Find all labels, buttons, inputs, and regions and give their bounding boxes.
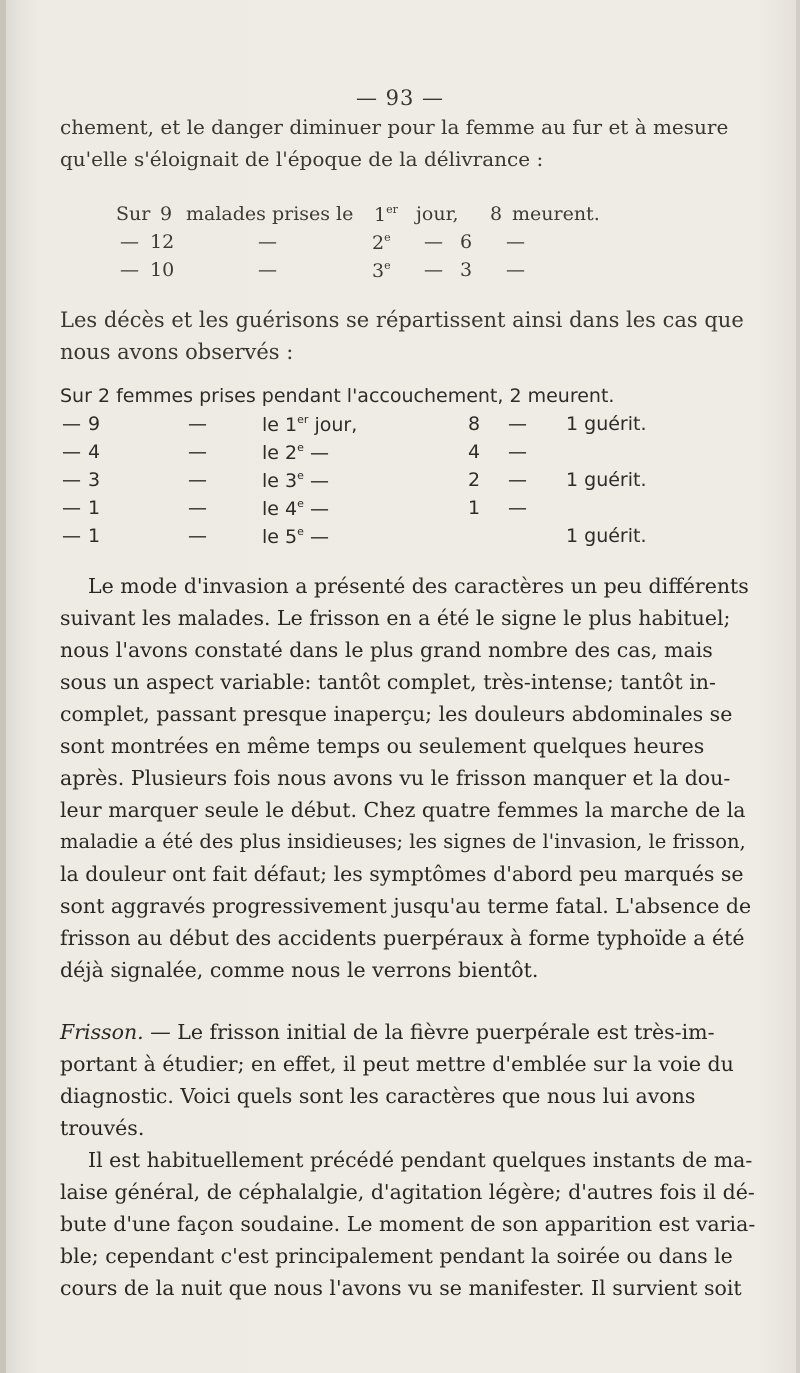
t1-row-count: 10 xyxy=(150,259,175,281)
t2-deaths: 4 xyxy=(468,441,481,463)
t2-dash: — xyxy=(508,497,527,519)
t1-row-tail: — xyxy=(506,259,525,281)
para3-line: sont montrées en même temps ou seulement quelques heures xyxy=(60,734,705,758)
para3-line: sous un aspect variable: tantôt complet, très-intense; tantôt in- xyxy=(60,670,716,694)
para5-line: bute d'une façon soudaine. Le moment de son apparition est varia- xyxy=(60,1212,756,1236)
t2-day: le 3e — xyxy=(262,469,329,492)
t2-deaths: 2 xyxy=(468,469,481,491)
t1-row-tail: — xyxy=(506,231,525,253)
t1-row-day: 2e xyxy=(372,231,391,254)
t2-count: 4 xyxy=(88,441,101,463)
para3-line: maladie a été des plus insidieuses; les signes de l'invasion, le frisson, xyxy=(60,830,746,853)
page-edge xyxy=(796,0,800,1373)
t2-dash: — xyxy=(188,469,207,491)
t1-row-text2: jour, xyxy=(416,203,459,225)
t2-count: 9 xyxy=(88,413,101,435)
page-number: — 93 — xyxy=(355,86,445,110)
t1-row-count: 9 xyxy=(160,203,173,225)
t2-dash: — xyxy=(62,441,81,463)
t1-row-deaths: 6 xyxy=(460,231,473,253)
intro-line-1: chement, et le danger diminuer pour la femme au fur et à mesure xyxy=(60,115,729,139)
t2-deaths: 1 xyxy=(468,497,481,519)
para2-line-1: Les décès et les guérisons se répartissent ainsi dans les cas que xyxy=(60,308,744,332)
t2-count: 3 xyxy=(88,469,101,491)
t2-header: Sur 2 femmes prises pendant l'accouchement, 2 meurent. xyxy=(60,385,615,407)
t2-dash: — xyxy=(188,525,207,547)
t1-row-lead: Sur xyxy=(116,203,151,225)
para3-line: la douleur ont fait défaut; les symptômes d'abord peu marqués se xyxy=(60,862,744,886)
para3-line: leur marquer seule le début. Chez quatre femmes la marche de la xyxy=(60,798,746,822)
page-spine-shadow xyxy=(0,0,6,1373)
t1-row-text2: — xyxy=(424,231,443,253)
para3-line: Le mode d'invasion a présenté des caractères un peu différents xyxy=(88,574,749,598)
t2-dash: — xyxy=(62,469,81,491)
t1-row-deaths: 8 xyxy=(490,203,503,225)
t2-dash: — xyxy=(508,441,527,463)
t2-cured: 1 guérit. xyxy=(566,469,647,491)
para3-line: après. Plusieurs fois nous avons vu le frisson manquer et la dou- xyxy=(60,766,731,790)
section-heading: Frisson. xyxy=(60,1020,144,1044)
t1-row-text1: — xyxy=(258,231,277,253)
t1-row-count: 12 xyxy=(150,231,175,253)
para5-line: Il est habituellement précédé pendant quelques instants de ma- xyxy=(88,1148,753,1172)
t2-dash: — xyxy=(508,469,527,491)
t2-day: le 4e — xyxy=(262,497,329,520)
para4-line: diagnostic. Voici quels sont les caractères que nous lui avons xyxy=(60,1084,696,1108)
para3-line: complet, passant presque inaperçu; les douleurs abdominales se xyxy=(60,702,733,726)
t2-day: le 2e — xyxy=(262,441,329,464)
t2-dash: — xyxy=(188,497,207,519)
para3-line: déjà signalée, comme nous le verrons bientôt. xyxy=(60,958,539,982)
t2-day: le 5e — xyxy=(262,525,329,548)
para5-line: cours de la nuit que nous l'avons vu se manifester. Il survient soit xyxy=(60,1276,742,1300)
t2-dash: — xyxy=(62,413,81,435)
intro-line-2: qu'elle s'éloignait de l'époque de la délivrance : xyxy=(60,147,544,171)
para5-line: laise général, de céphalalgie, d'agitation légère; d'autres fois il dé- xyxy=(60,1180,755,1204)
t1-row-deaths: 3 xyxy=(460,259,473,281)
para2-line-2: nous avons observés : xyxy=(60,340,294,364)
t1-row-text2: — xyxy=(424,259,443,281)
t2-dash: — xyxy=(188,413,207,435)
para5-line: ble; cependant c'est principalement pendant la soirée ou dans le xyxy=(60,1244,733,1268)
para4-line: trouvés. xyxy=(60,1116,145,1140)
t1-row-tail: meurent. xyxy=(512,203,600,225)
t2-cured: 1 guérit. xyxy=(566,413,647,435)
para3-line: nous l'avons constaté dans le plus grand nombre des cas, mais xyxy=(60,638,713,662)
t1-row-lead: — xyxy=(120,231,139,253)
para3-line: frisson au début des accidents puerpéraux à forme typhoïde a été xyxy=(60,926,745,950)
t2-count: 1 xyxy=(88,525,101,547)
t2-dash: — xyxy=(188,441,207,463)
t2-day: le 1er jour, xyxy=(262,413,358,436)
t1-row-lead: — xyxy=(120,259,139,281)
t1-row-day: 1er xyxy=(374,203,398,226)
t1-row-day: 3e xyxy=(372,259,391,282)
t2-deaths: 8 xyxy=(468,413,481,435)
t2-count: 1 xyxy=(88,497,101,519)
t2-dash: — xyxy=(508,413,527,435)
para3-line: suivant les malades. Le frisson en a été le signe le plus habituel; xyxy=(60,606,731,630)
t1-row-text1: malades prises le xyxy=(186,203,354,225)
para3-line: sont aggravés progressivement jusqu'au terme fatal. L'absence de xyxy=(60,894,752,918)
t1-row-text1: — xyxy=(258,259,277,281)
t2-cured: 1 guérit. xyxy=(566,525,647,547)
para4-line: portant à étudier; en effet, il peut mettre d'emblée sur la voie du xyxy=(60,1052,734,1076)
para4-first-line: Frisson. — Le frisson initial de la fièvre puerpérale est très-im- xyxy=(60,1020,715,1044)
t2-dash: — xyxy=(62,525,81,547)
t2-dash: — xyxy=(62,497,81,519)
